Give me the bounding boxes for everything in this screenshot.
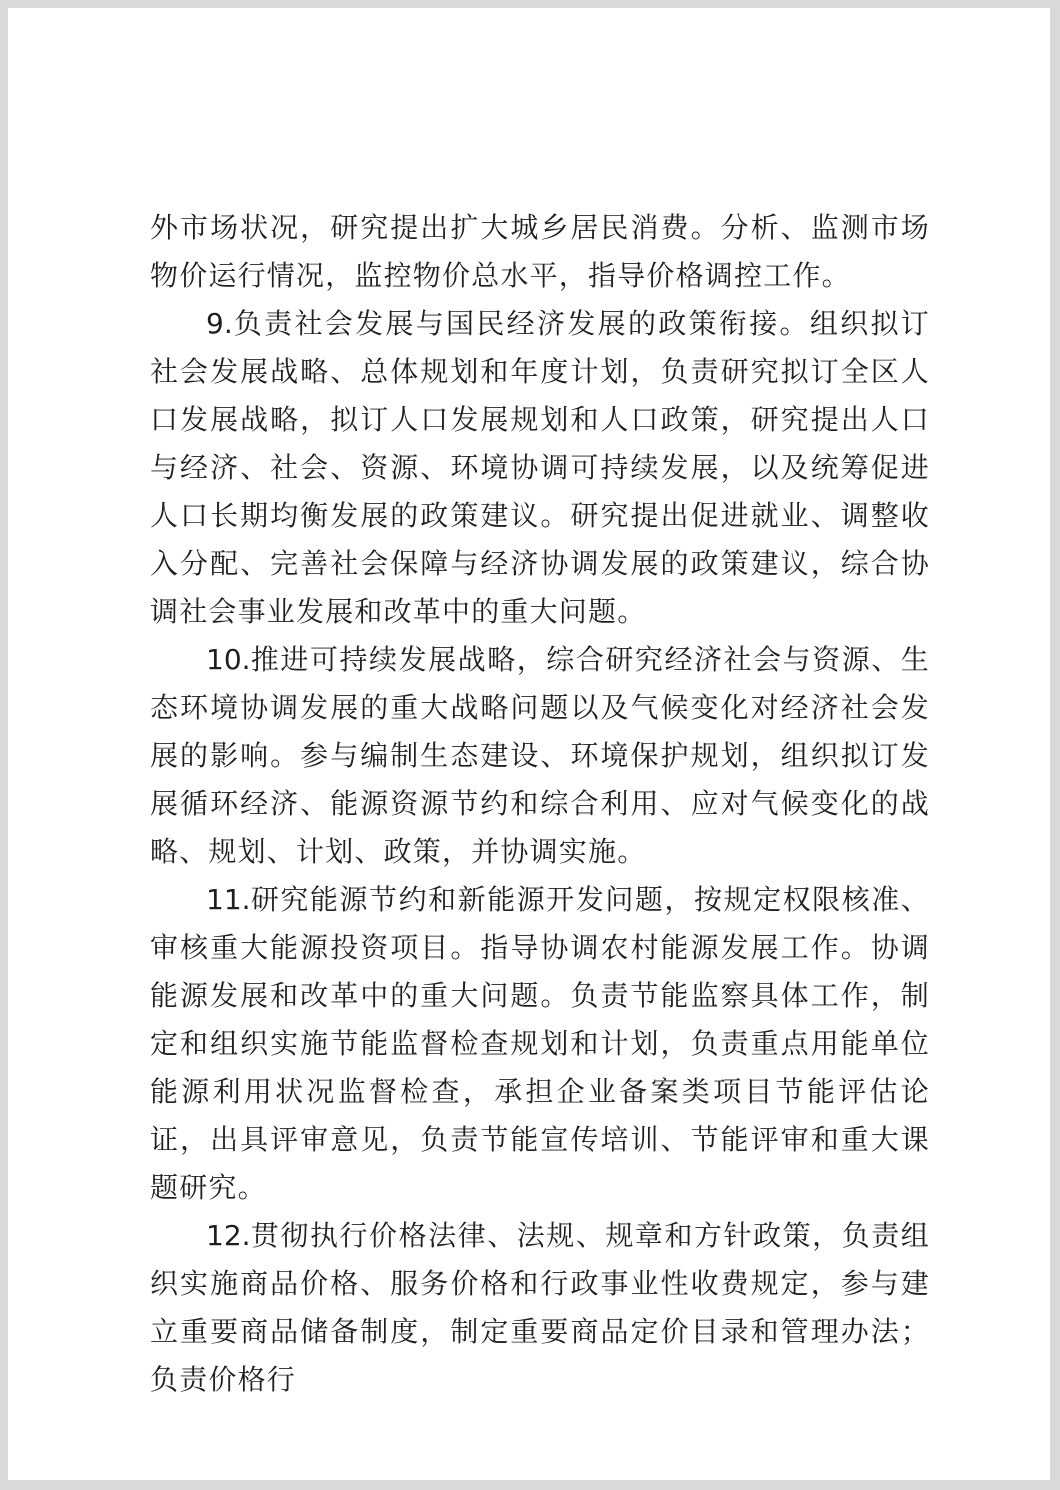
document-page [8,8,1050,1480]
paragraph-text: 推进可持续发展战略，综合研究经济社会与资源、生态环境协调发展的重大战略问题以及气候变化对经济社会发展的影响。参与编制生态建设、环境保护规划，组织拟订发展循环经济、能源资源节约和综合利用、应对气候变化的战略、规划、计划、政策，并协调实施。 [150,643,930,868]
paragraph-item-11 [150,876,930,1212]
item-number: 9. [206,307,233,340]
item-number: 10. [206,643,251,676]
paragraph-item-10 [150,636,930,876]
paragraph-text: 研究能源节约和新能源开发问题，按规定权限核准、审核重大能源投资项目。指导协调农村能源发展工作。协调能源发展和改革中的重大问题。负责节能监察具体工作，制定和组织实施节能监督检查规划和计划，负责重点用能单位能源利用状况监督检查，承担企业备案类项目节能评估论证，出具评审意见，负责节能宣传培训、节能评审和重大课题研究。 [150,883,930,1204]
paragraph-text: 贯彻执行价格法律、法规、规章和方针政策，负责组织实施商品价格、服务价格和行政事业性收费规定，参与建立重要商品储备制度，制定重要商品定价目录和管理办法；负责价格行 [150,1219,930,1396]
paragraph-text: 外市场状况，研究提出扩大城乡居民消费。分析、监测市场物价运行情况，监控物价总水平，指导价格调控工作。 [150,211,930,292]
paragraph-item-9 [150,300,930,636]
paragraph-item-12 [150,1212,930,1404]
document-body [150,204,930,1404]
paragraph-continued [150,204,930,300]
paragraph-text: 负责社会发展与国民经济发展的政策衔接。组织拟订社会发展战略、总体规划和年度计划，负责研究拟订全区人口发展战略，拟订人口发展规划和人口政策，研究提出人口与经济、社会、资源、环境协调可持续发展，以及统筹促进人口长期均衡发展的政策建议。研究提出促进就业、调整收入分配、完善社会保障与经济协调发展的政策建议，综合协调社会事业发展和改革中的重大问题。 [150,307,930,628]
item-number: 12. [206,1219,251,1252]
item-number: 11. [206,883,251,916]
